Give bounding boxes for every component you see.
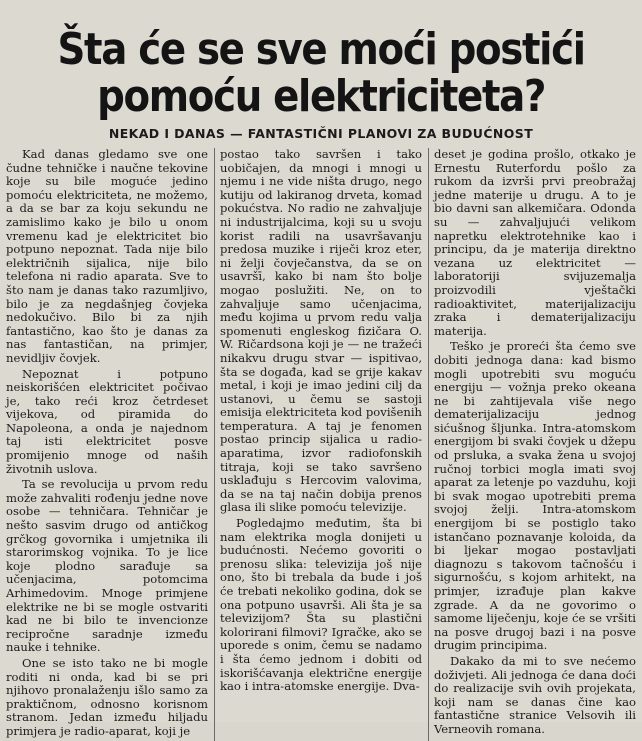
paragraph: Pogledajmo međutim, šta bi nam elektrika mogla donijeti u budućnosti. Nećemo govoriti o prenosu slika: televizija još nije ono, što bi trebala da bude i još će trebati nekoliko godina, dok se ona potpuno usavrši. Ali šta je sa televizijom? Šta su plastični kolorirani filmovi? Igračke, ako se uporede s onim, čemu se nadamo i šta ćemo jednom i dobiti od iskorišćavanja električne energije kao i intra-atomske energije. Dva- <box>220 516 422 694</box>
paragraph: Dakako da mi to sve nećemo doživjeti. Ali jednoga će dana doći do realizacije svih ovih projekata, koji nam se danas čine kao fantastične stranice Velsovih ili Verneovih romana. <box>434 653 636 736</box>
paragraph: Teško je proreći šta ćemo sve dobiti jednoga dana: kad bismo mogli upotrebiti svu moguću energiju — vožnja preko okeana ne bi zahtijevala više nego dematerijalizaciju jednog sićušnog šljunka. Intra-atomskom energijom bi svaki čovjek u džepu od prsluka, a svaka žena u svojoj ručnoj torbici mogla imati svoj aparat za letenje po vazduhu, koji bi svak mogao upotrebiti prema svojoj želji. Intra-atomskom energijom bi se postiglo tako istančano poznavanje koloida, da bi ljekar mogao postavljati diagnozu s takovom tačnošću i sigurnošću, s kojom arhitekt, na primjer, izrađuje plan kakve zgrade. A da ne govorimo o samome liječenju, koje će se vršiti na posve drugoj bazi i na posve drugim principima. <box>434 339 636 653</box>
article-column-3 <box>428 148 636 741</box>
paragraph: postao tako savršen i tako uobičajen, da mnogi i mnogi u njemu i ne vide ništa drugo, nego kutiju od lakiranog drveta, komad pokućstva. No radio ne zahvaljuje ni industrijalcima, koji su u svoju korist radili na usavršavanju predosa muzike i riječi kroz eter, ni želji čovječanstva, da se on usavršī, kako bi nam što bolje mogao poslužiti. Ne, on to zahvaljuje samo učenjacima, među kojima u prvom redu valja spomenuti engleskog fizičara O. W. Ričardsona koji je — ne tražeći nikakvu drugu stvar — ispitivao, šta se događa, kad se grije kakav metal, i koji je imao jedini cilj da ustanovi, u čemu se sastoji emisija elektriciteta kod povišenih temperatura. A taj je fenomen postao princip sijalica u radio-aparatima, izvor radiofonskih titraja, koji se tako savršeno usklađuju s Hercovim valovima, da se na taj način dobija prenos glasa ili slike pomoću televizije. <box>220 147 422 515</box>
paragraph: Kad danas gledamo sve one čudne tehničke i naučne tekovine koje su bile moguće jedino pomoću elektriciteta, ne možemo, a da se bar za koju sekundu ne zamislimo kako je bilo u onom vremenu kad je elektricitet bio potpuno nepoznat. Tada nije bilo električnih sijalica, nije bilo telefona ni radio aparata. Sve to što nam je danas tako razumljivo, bilo je za negdašnjeg čovjeka nedokučivo. Bilo bi za njih fantastično, kao što je danas za nas fantastičan, na primjer, nevidljiv čovjek. <box>6 147 208 365</box>
article-column-1 <box>6 148 208 741</box>
paragraph: Ta se revolucija u prvom redu može zahvaliti rođenju jedne nove osobe — tehničara. Tehničar je nešto sasvim drugo od antičkog grčkog govornika i umjetnika ili starorimskog vojnika. To je lice koje plodno sarađuje sa učenjacima, potomcima Arhimedovim. Mnoge primjene elektrike ne bi se mogle ostvariti kad ne bi bilo te invencionze recipročne saradnje između nauke i tehnike. <box>6 477 208 655</box>
paragraph: One se isto tako ne bi mogle roditi ni onda, kad bi se pri njihovo pronalaženju išlo samo za praktičnom, odnosno korisnom stranom. Jedan između hiljadu primjera je radio-aparat, koji je <box>6 655 208 738</box>
paragraph: deset je godina prošlo, otkako je Ernestu Ruterfordu pošlo za rukom da izvrši prvi preobražaj jedne materije u drugu. A to je bio davni san alkemičara. Odonda su — zahvaljujući velikom napretku elektrotehnike kao i principu, da je materija direktno vezana uz elektricitet — laboratoriji svijuzemalja proizvodili vještački radioaktivitet, materijalizaciju zraka i dematerijalizaciju materija. <box>434 147 636 338</box>
article-headline: Šta će se sve moći postići pomoću elektriciteta? <box>57 24 585 122</box>
paragraph: Nepoznat i potpuno neiskorišćen elektricitet počivao je, tako reći kroz četrdeset vijekova, od piramida do Napoleona, a onda je najednom taj isti elektricitet posve promijenio mnoge od naših životnih uslova. <box>6 366 208 476</box>
article-column-2 <box>214 148 422 741</box>
article-subheadline: NEKAD I DANAS — FANTASTIČNI PLANOVI ZA BUDUĆNOST <box>108 126 534 141</box>
article-columns <box>4 148 638 741</box>
